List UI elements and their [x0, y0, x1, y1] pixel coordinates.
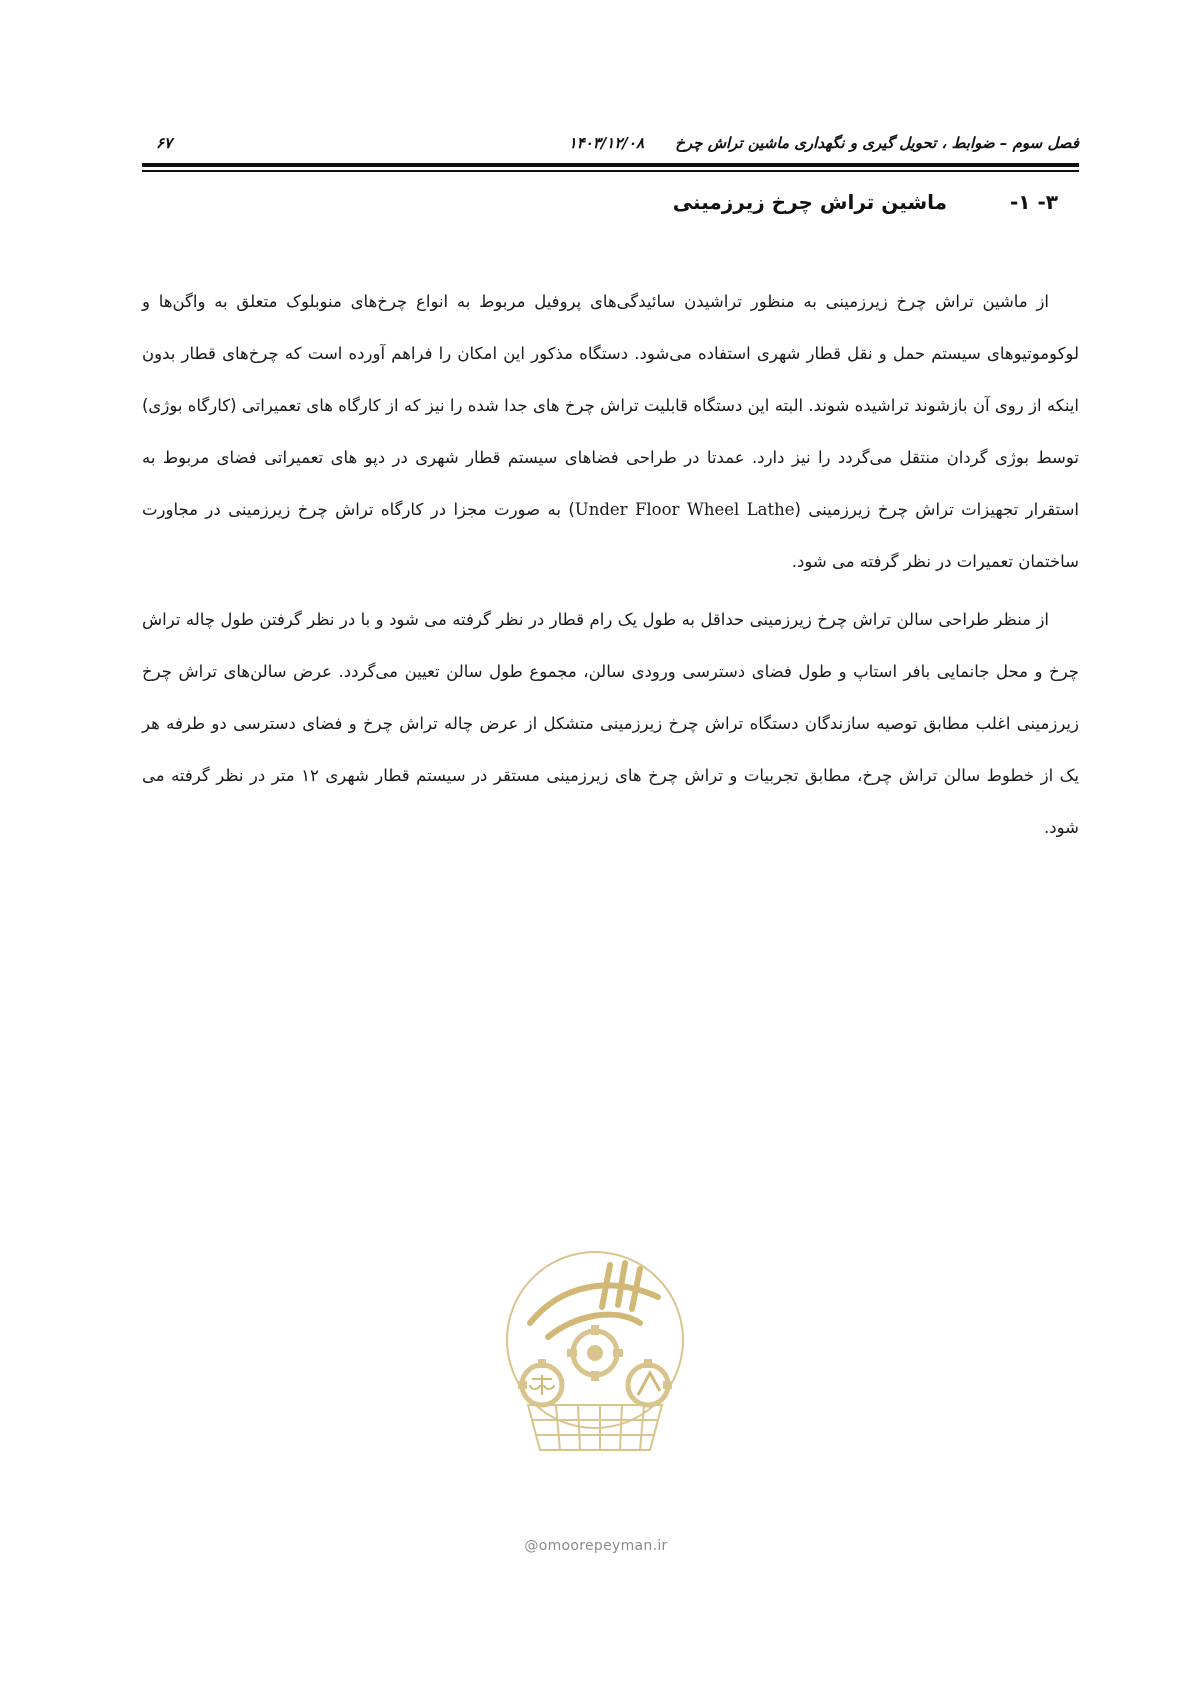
paragraph-1-latin-term: Under Floor Wheel Lathe: [574, 500, 795, 519]
header-title: فصل سوم – ضوابط ، تحویل گیری و نگهداری ماشین تراش چرخ: [675, 134, 1079, 152]
page-number: ۶۷: [156, 134, 173, 152]
header-date: ۱۴۰۳/۱۲/۰۸: [568, 134, 645, 152]
running-header: [142, 128, 1079, 158]
header-rule-thick: [142, 163, 1079, 167]
watermark-caption: @omoorepeyman.ir: [524, 1538, 668, 1554]
watermark-logo: [490, 1245, 700, 1475]
header-title-line: [569, 134, 1079, 152]
paragraph-1-text-after: ) به صورت مجزا در کارگاه تراش چرخ زیرزمینی در مجاورت ساختمان تعمیرات در نظر گرفته می شود.: [142, 500, 1079, 571]
logo-seal-icon: [490, 1245, 700, 1475]
header-rule-thin: [142, 170, 1079, 172]
body-text: [142, 276, 1079, 860]
paragraph-1: [142, 276, 1079, 588]
section-number: ۳- ۱-: [1009, 190, 1058, 214]
paragraph-2: از منظر طراحی سالن تراش چرخ زیرزمینی حداقل به طول یک رام قطار در نظر گرفته می شود و با در نظر گرفتن طول چاله تراش چرخ و محل جانمایی بافر استاپ و طول فضای دسترسی ورودی سالن، مجموع طول سالن تعیین می‌گردد. عرض سالن‌های تراش چرخ زیرزمینی اغلب مطابق توصیه سازندگان دستگاه تراش چرخ زیرزمینی متشکل از عرض چاله تراش چرخ و فضای دسترسی دو طرفه هر یک از خطوط سالن تراش چرخ، مطابق تجربیات و تراش چرخ های زیرزمینی مستقر در سیستم قطار شهری ۱۲ متر در نظر گرفته می شود.: [142, 610, 1079, 837]
section-heading: [673, 190, 1058, 214]
section-title: ماشین تراش چرخ زیرزمینی: [672, 190, 948, 214]
paragraph-1-text-before: از ماشین تراش چرخ زیرزمینی به منظور تراشیدن سائیدگی‌های پروفیل مربوط به انواع چرخ‌های منوبلوک متعلق به واگن‌ها و لوکوموتیوهای سیستم حمل و نقل قطار شهری استفاده می‌شود. دستگاه مذکور این امکان را فراهم آورده است که چرخ‌های قطار بدون اینکه از روی آن بازشوند تراشیده شوند. البته این دستگاه قابلیت تراش چرخ های جدا شده را نیز که از کارگاه های تعمیراتی (کارگاه بوژی) توسط بوژی گردان منتقل می‌گردد را نیز دارد. عمدتا در طراحی فضاهای سیستم قطار شهری در دپو های تعمیراتی فضای مربوط به استقرار تجهیزات تراش چرخ زیرزمینی (: [142, 292, 1079, 519]
